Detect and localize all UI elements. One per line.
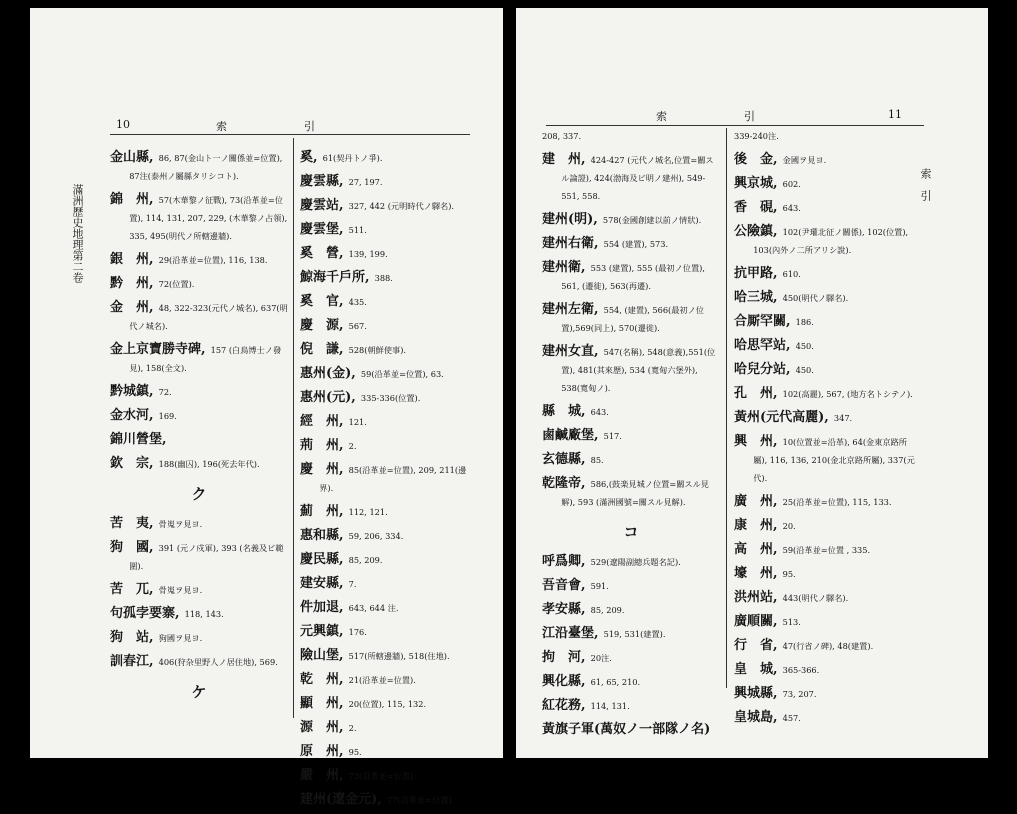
entry-detail: 59, 206, 334. [348, 531, 404, 541]
entry-term: 興 州, [734, 434, 778, 449]
index-entry [110, 454, 288, 472]
index-entry [300, 622, 475, 640]
index-entry [110, 514, 288, 532]
entry-term: 合厮罕關, [734, 314, 791, 329]
index-entry [734, 432, 916, 486]
entry-detail: 519, 531(建置). [603, 629, 666, 639]
index-entry [300, 436, 475, 454]
entry-term: 狗 站, [110, 630, 154, 645]
entry-detail: 102(尹瓘北征ノ關係), 102(位置), 103(內外ノ二所アリシ說). [753, 227, 909, 255]
entry-term: 廣 州, [734, 494, 778, 509]
entry-term: 哈思罕站, [734, 338, 791, 353]
entry-term: 金水河, [110, 408, 154, 423]
index-entry [542, 426, 720, 444]
index-entry [300, 646, 475, 664]
entry-term: 吾音會, [542, 578, 586, 593]
entry-detail: 188(幽囚), 196(死去年代). [158, 459, 260, 469]
entry-detail: 529(遼陽副總兵題名記). [590, 557, 681, 567]
entry-term: 惠和縣, [300, 528, 344, 543]
entry-detail: 85, 209. [590, 605, 625, 615]
entry-term: 拘 河, [542, 650, 586, 665]
entry-term: 惠州(元), [300, 390, 356, 405]
index-entry-continuation [734, 130, 916, 142]
entry-term: 奚 官, [300, 294, 344, 309]
index-entry [542, 300, 720, 336]
entry-detail: 547(名稱), 548(意義),551(位置), 481(其來歷), 534 (寬甸六堡外), 538(寬甸ノ). [561, 347, 716, 393]
entry-detail: 169. [158, 411, 177, 421]
entry-term: 哈兒分站, [734, 362, 791, 377]
index-entry [110, 580, 288, 598]
entry-term: 呼爲卿, [542, 554, 586, 569]
entry-detail: 339-240注. [734, 131, 779, 141]
entry-detail: 388. [374, 273, 393, 283]
index-entry [542, 696, 720, 714]
entry-detail: 610. [782, 269, 801, 279]
index-entry [734, 384, 916, 402]
entry-term: 鯨海千戶所, [300, 270, 370, 285]
entry-detail: 347. [833, 413, 853, 423]
entry-term: 原 州, [300, 744, 344, 759]
index-entry [110, 652, 288, 670]
entry-detail: 114, 131. [590, 701, 630, 711]
index-entry [300, 196, 475, 214]
index-entry [542, 342, 720, 396]
index-entry [300, 292, 475, 310]
entry-detail: 186. [795, 317, 814, 327]
index-entry [542, 600, 720, 618]
side-title: 滿洲歷史地理第二卷 [71, 184, 84, 283]
index-entry [734, 540, 916, 558]
header-rule [546, 125, 924, 126]
entry-detail: 121. [348, 417, 367, 427]
entry-term: 金 州, [110, 300, 154, 315]
index-entry [542, 720, 720, 738]
index-entry [542, 672, 720, 690]
entry-term: 建安縣, [300, 576, 344, 591]
entry-detail: 77(沿革並=位置). [386, 795, 455, 805]
entry-term: 建州女直, [542, 344, 599, 359]
entry-detail: 554, (建置), 566(最初ノ位置),569(同上), 570(遷徙). [561, 305, 704, 333]
entry-detail: 327, 442 (元明時代ノ驛名). [348, 201, 454, 211]
index-entry [542, 210, 720, 228]
entry-term: 建州右衛, [542, 236, 599, 251]
index-entry [110, 382, 288, 400]
index-entry [542, 474, 720, 510]
index-entry [110, 604, 288, 622]
entry-term: 黃州(元代高麗), [734, 410, 829, 425]
section-heading [110, 684, 288, 700]
entry-detail: 591. [590, 581, 609, 591]
page-number: 11 [888, 108, 902, 121]
entry-detail: 59(沿革並=位置), 63. [360, 369, 444, 379]
entry-term: 慶 州, [300, 462, 344, 477]
index-column-1 [542, 130, 720, 744]
section-letter: ケ [191, 683, 207, 701]
entry-detail: 157 (白鳥博士ノ發見), 158(全文). [129, 345, 282, 373]
index-entry [734, 360, 916, 378]
entry-term: 乾隆帝, [542, 476, 586, 491]
index-entry [734, 312, 916, 330]
entry-detail: 424-427 (元代ノ城名,位置=關スル論證), 424(渤海及ビ明ノ建州), 549-551, 558. [561, 155, 714, 201]
index-entry [734, 684, 916, 702]
entry-term: 行 省, [734, 638, 778, 653]
entry-detail: 435. [348, 297, 367, 307]
entry-term: 元興鎮, [300, 624, 344, 639]
entry-detail: 20. [782, 521, 796, 531]
entry-detail: 金國ヲ見ヨ. [782, 155, 827, 165]
entry-term: 嚴 州, [300, 768, 344, 783]
index-entry [300, 244, 475, 262]
entry-term: 狗 國, [110, 540, 154, 555]
index-entry [300, 526, 475, 544]
entry-term: 皇城島, [734, 710, 778, 725]
column-divider [293, 138, 294, 718]
index-entry [734, 198, 916, 216]
entry-term: 金山縣, [110, 150, 154, 165]
entry-detail: 95. [348, 747, 362, 757]
section-heading [542, 524, 720, 540]
entry-detail: 72. [158, 387, 172, 397]
index-entry [300, 574, 475, 592]
entry-term: 江沿臺堡, [542, 626, 599, 641]
entry-term: 奚, [300, 150, 318, 165]
index-entry [734, 222, 916, 258]
entry-detail: 513. [782, 617, 801, 627]
index-entry [300, 550, 475, 568]
index-entry [300, 340, 475, 358]
entry-term: 後 金, [734, 152, 778, 167]
entry-detail: 骨嵬ヲ見ヨ. [158, 585, 203, 595]
entry-term: 抗甲路, [734, 266, 778, 281]
entry-term: 源 州, [300, 720, 344, 735]
entry-detail: 48, 322-323(元代ノ城名), 637(明代ノ城名). [129, 303, 288, 331]
index-entry [734, 636, 916, 654]
entry-term: 險山堡, [300, 648, 344, 663]
entry-detail: 391 (元ノ戍軍), 393 (名義及ビ範圍). [129, 543, 284, 571]
entry-detail: 85(沿革並=位置), 209, 211(邊界). [319, 465, 467, 493]
index-entry [300, 718, 475, 736]
entry-detail: 骨嵬ヲ見ヨ. [158, 519, 203, 529]
index-entry [300, 172, 475, 190]
section-letter: ク [191, 485, 207, 503]
entry-term: 苦 兀, [110, 582, 154, 597]
side-title: 索 引 [919, 168, 932, 201]
index-entry [542, 624, 720, 642]
entry-term: 乾 州, [300, 672, 344, 687]
entry-term: 慶民縣, [300, 552, 344, 567]
page-header: 索 引 [656, 110, 755, 123]
entry-detail: 208, 337. [542, 131, 582, 141]
index-entry [542, 402, 720, 420]
section-heading [110, 486, 288, 502]
entry-detail: 517(所轄邊牆), 518(住地). [348, 651, 450, 661]
entry-detail: 578(金國創建以前ノ情狀). [602, 215, 702, 225]
index-entry [542, 576, 720, 594]
entry-term: 孝安縣, [542, 602, 586, 617]
entry-term: 慶雲堡, [300, 222, 344, 237]
entry-term: 黔城鎮, [110, 384, 154, 399]
index-column-2 [734, 130, 916, 732]
entry-term: 慶雲縣, [300, 174, 344, 189]
entry-term: 經 州, [300, 414, 344, 429]
entry-term: 孔 州, [734, 386, 778, 401]
index-entry [110, 406, 288, 424]
entry-detail: 118, 143. [184, 609, 224, 619]
entry-detail: 457. [782, 713, 801, 723]
entry-detail: 29(沿革並=位置), 116, 138. [158, 255, 268, 265]
entry-term: 興城縣, [734, 686, 778, 701]
entry-term: 黃旗子軍(萬奴ノ一部隊ノ名) [542, 722, 711, 737]
entry-detail: 2. [348, 441, 357, 451]
entry-term: 香 硯, [734, 200, 778, 215]
entry-detail: 27, 197. [348, 177, 383, 187]
index-entry [734, 660, 916, 678]
index-entry [734, 564, 916, 582]
index-entry [734, 288, 916, 306]
entry-term: 玄德縣, [542, 452, 586, 467]
entry-detail: 602. [782, 179, 801, 189]
page-number: 10 [116, 118, 130, 131]
entry-term: 金上京寶勝寺碑, [110, 342, 206, 357]
index-entry [734, 408, 916, 426]
entry-detail: 狗國ヲ見ヨ. [158, 633, 203, 643]
entry-detail: 643. [782, 203, 801, 213]
entry-term: 建 州, [542, 152, 586, 167]
entry-term: 建州左衛, [542, 302, 599, 317]
entry-detail: 139, 199. [348, 249, 388, 259]
entry-detail: 25(沿革並=位置), 115, 133. [782, 497, 892, 507]
entry-detail: 643. [590, 407, 609, 417]
index-entry [300, 220, 475, 238]
index-entry-continuation [542, 130, 720, 142]
entry-detail: 95. [782, 569, 796, 579]
index-entry [110, 430, 288, 448]
entry-detail: 554 (建置), 573. [603, 239, 669, 249]
entry-term: 惠州(金), [300, 366, 356, 381]
entry-detail: 72(位置). [158, 279, 195, 289]
right-page [516, 8, 988, 758]
index-entry [110, 190, 288, 244]
index-entry [542, 234, 720, 252]
entry-term: 件加退, [300, 600, 344, 615]
entry-detail: 47(行省ノ碑), 48(建置). [782, 641, 874, 651]
entry-term: 薊 州, [300, 504, 344, 519]
entry-detail: 335-336(位置). [360, 393, 421, 403]
index-entry [542, 648, 720, 666]
entry-detail: 176. [348, 627, 367, 637]
entry-detail: 85. [590, 455, 604, 465]
entry-detail: 567. [348, 321, 367, 331]
index-entry [734, 492, 916, 510]
entry-detail: 73, 207. [782, 689, 817, 699]
entry-term: 倪 謙, [300, 342, 344, 357]
entry-term: 荊 州, [300, 438, 344, 453]
index-entry [542, 150, 720, 204]
index-entry [300, 694, 475, 712]
entry-detail: 112, 121. [348, 507, 388, 517]
entry-detail: 553 (建置), 555 (最初ノ位置), 561, (遷徙), 563(再遷). [561, 263, 705, 291]
index-entry [300, 316, 475, 334]
index-entry [110, 274, 288, 292]
index-entry [300, 412, 475, 430]
index-entry [110, 340, 288, 376]
entry-term: 銀 州, [110, 252, 154, 267]
entry-term: 洪州站, [734, 590, 778, 605]
index-entry [300, 388, 475, 406]
entry-detail: 450. [795, 341, 814, 351]
entry-term: 苦 夷, [110, 516, 154, 531]
entry-term: 高 州, [734, 542, 778, 557]
entry-detail: 20注. [590, 653, 612, 663]
entry-detail: 2. [348, 723, 357, 733]
entry-detail: 20(位置), 115, 132. [348, 699, 427, 709]
entry-term: 哈三城, [734, 290, 778, 305]
entry-term: 奚 營, [300, 246, 344, 261]
entry-detail: 443(明代ノ驛名). [782, 593, 849, 603]
index-entry [734, 264, 916, 282]
entry-term: 黔 州, [110, 276, 154, 291]
entry-detail: 61, 65, 210. [590, 677, 641, 687]
index-entry [542, 552, 720, 570]
entry-detail: 450. [795, 365, 814, 375]
entry-term: 錦 州, [110, 192, 154, 207]
entry-term: 縣 城, [542, 404, 586, 419]
entry-detail: 517. [603, 431, 622, 441]
entry-detail: 511. [348, 225, 367, 235]
entry-term: 建州(明), [542, 212, 598, 227]
index-entry [110, 538, 288, 574]
entry-term: 興化縣, [542, 674, 586, 689]
index-entry [734, 708, 916, 726]
index-entry [300, 766, 475, 784]
entry-term: 慶 源, [300, 318, 344, 333]
header-rule [110, 134, 470, 135]
entry-term: 句孤孛要寨, [110, 606, 180, 621]
entry-detail: 365-366. [782, 665, 820, 675]
index-entry [110, 628, 288, 646]
index-entry [300, 268, 475, 286]
index-entry [734, 150, 916, 168]
entry-term: 鹵鹹廠堡, [542, 428, 599, 443]
entry-term: 建州衛, [542, 260, 586, 275]
entry-term: 廣順關, [734, 614, 778, 629]
index-entry [734, 174, 916, 192]
entry-term: 欽 宗, [110, 456, 154, 471]
index-column-2 [300, 148, 475, 814]
entry-detail: 7. [348, 579, 357, 589]
entry-detail: 85, 209. [348, 555, 383, 565]
entry-detail: 86, 87(金山ト一ノ關係並=位置), 87注(泰州ノ屬縣タリシコト). [129, 153, 283, 181]
left-page [30, 8, 503, 807]
index-entry [110, 250, 288, 268]
index-entry [300, 460, 475, 496]
entry-term: 顯 州, [300, 696, 344, 711]
index-entry [542, 450, 720, 468]
column-divider [726, 128, 727, 688]
index-entry [300, 670, 475, 688]
index-entry [300, 598, 475, 616]
index-entry [110, 298, 288, 334]
index-entry [300, 148, 475, 166]
entry-detail: 21(沿革並=位置). [348, 675, 416, 685]
index-entry [300, 364, 475, 382]
index-entry [300, 790, 475, 808]
entry-term: 建州(遼金元), [300, 792, 382, 807]
entry-term: 紅花務, [542, 698, 586, 713]
entry-detail: 643, 644 注. [348, 603, 399, 613]
entry-detail: 10(位置並=沿革), 64(金東京路所屬), 116, 136, 210(金北京路所屬), 337(元代). [753, 437, 915, 483]
entry-term: 興京城, [734, 176, 778, 191]
entry-detail: 59(沿革並=位置 , 335. [782, 545, 871, 555]
section-letter: コ [623, 523, 639, 541]
entry-term: 錦川營堡, [110, 432, 167, 447]
index-entry [734, 588, 916, 606]
index-entry [300, 502, 475, 520]
index-column-1 [110, 148, 288, 712]
entry-term: 訓春江, [110, 654, 154, 669]
entry-detail: 528(朝鮮使事). [348, 345, 406, 355]
entry-term: 康 州, [734, 518, 778, 533]
index-entry [734, 336, 916, 354]
entry-detail: 61(契丹トノ爭). [322, 153, 383, 163]
index-entry [734, 516, 916, 534]
index-entry [110, 148, 288, 184]
index-entry [542, 258, 720, 294]
entry-detail: 73(沿革並=位置). [348, 771, 416, 781]
entry-term: 慶雲站, [300, 198, 344, 213]
entry-term: 皇 城, [734, 662, 778, 677]
page-header: 索 引 [216, 120, 315, 133]
entry-term: 壕 州, [734, 566, 778, 581]
entry-detail: 102(高麗), 567, (地方名トシテノ). [782, 389, 913, 399]
entry-detail: 450(明代ノ驛名). [782, 293, 849, 303]
index-entry [734, 612, 916, 630]
entry-detail: 586,(鼓楽見城ノ位置=關スル見解), 593 (滿洲國號=關スル見解). [561, 479, 709, 507]
entry-detail: 406(狩杂里野人ノ居住地), 569. [158, 657, 278, 667]
entry-detail: 57(木華黎ノ征戰), 73(沿革並=位置), 114, 131, 207, 229, (木華黎ノ占領), 335, 495(明代ノ所轄邊牆). [129, 195, 288, 241]
index-entry [300, 742, 475, 760]
entry-term: 公險鎮, [734, 224, 778, 239]
